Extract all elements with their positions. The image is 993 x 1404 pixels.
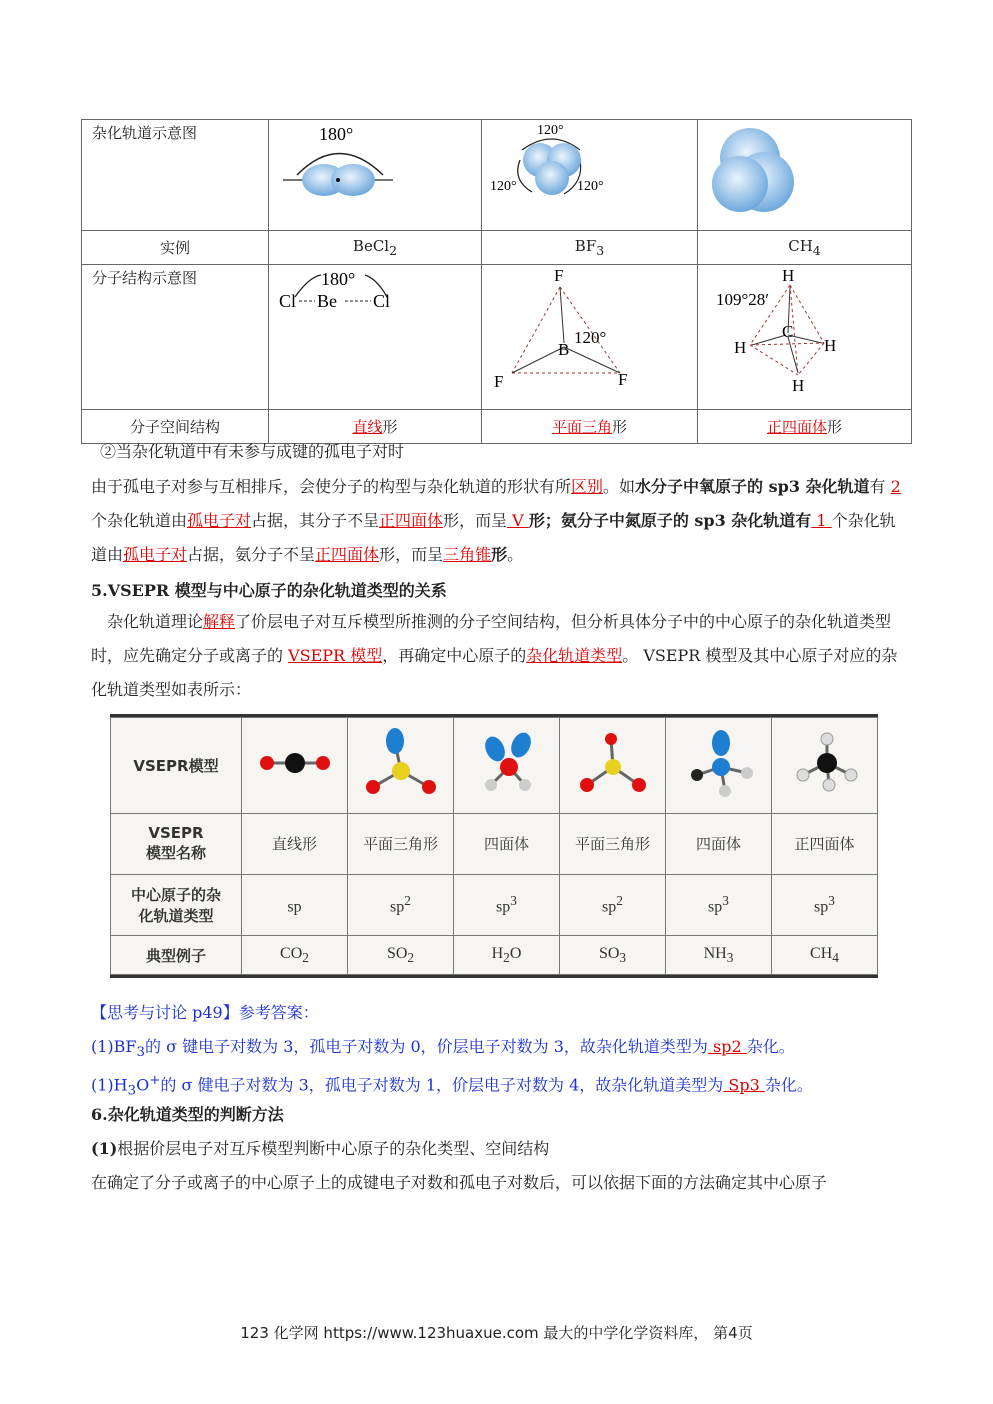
row-label-example: 实例 [82,231,269,265]
sp2-angle-left: 120° [490,179,517,194]
example-molecule: $SO_3$ [560,936,666,975]
vsepr-table [110,714,878,978]
row-label-structure: 分子结构示意图 [82,265,269,410]
vsepr-model-header: VSEPR模型 [111,718,242,814]
bf3-f-left: F [494,372,504,391]
section-6-heading: 6.杂化轨道类型的判断方法 [91,1105,284,1124]
ch4-h-right: H [824,336,837,355]
bf3-b: B [558,340,570,359]
vsepr-name: 四面体 [666,813,772,874]
model-trigonal-so3 [560,718,666,814]
example-molecule: $NH_3$ [666,936,772,975]
vsepr-name: 正四面体 [772,813,878,874]
discussion-line-1: $(1)BF_3$的 σ 键电子对数为 3，孤电子对数为 0，价层电子对数为 3，故杂化轨道类型为 sp2 杂化。 [91,1037,795,1061]
vsepr-name: 直线形 [242,813,348,874]
hybrid-type: sp [242,875,348,936]
shape-linear: 直线形 [269,410,482,444]
row-label-orbital: 杂化轨道示意图 [82,120,269,231]
shape-tetrahedral: 正四面体形 [698,410,912,444]
becl2-cl-right: Cl [373,291,391,311]
sp2-angle-right: 120° [577,179,604,194]
discussion-heading: 【思考与讨论 p49】参考答案： [91,1003,319,1022]
sp2-angle-top: 120° [537,123,564,138]
example-molecule: $CH_4$ [772,936,878,975]
ch4-h-left: H [734,338,747,357]
lone-pair-paragraph: 由于孤电子对参与互相排斥，会使分子的构型与杂化轨道的形状有所区别。如水分子中氧原子的 sp3 杂化轨道有 2 个杂化轨道由孤电子对占据，其分子不呈正四面体形，而呈 V 形；氨分子中氮原子的 sp3 杂化轨道有 1 个杂化轨道由孤电子对占据，氨分子不呈正四面体形，而呈三角锥形。 [91,477,901,564]
page-footer: 123 化学网 https://www.123huaxue.com 最大的中学化学资料库， 第4页 [240,1324,753,1342]
ch4-c: C [782,322,794,341]
model-linear-co2 [242,718,348,814]
hybrid-type: $sp^3$ [666,875,772,936]
hybrid-type: $sp^3$ [454,875,560,936]
sp-orbital-diagram [269,120,482,231]
vsepr-name: 平面三角形 [348,813,454,874]
becl2-cl-left: Cl [279,291,297,311]
example-header: 典型例子 [111,936,242,975]
becl2-structure [269,265,482,410]
becl2-angle: 180° [321,269,356,289]
example-becl2: BeCl$_2$ [269,231,482,265]
bf3-f-right: F [618,370,628,389]
hybrid-orbital-table [81,119,912,444]
hybrid-type: $sp^2$ [348,875,454,936]
bf3-f-top: F [554,266,564,285]
ch4-h-bottom: H [792,376,805,395]
discussion-line-2: $(1)H_3O^+$的 σ 健电子对数为 3，孤电子对数为 1，价层电子对数为 4，故杂化轨道美型为 Sp3 杂化。 [91,1073,813,1099]
example-molecule: $SO_2$ [348,936,454,975]
example-molecule: $CO_2$ [242,936,348,975]
hybrid-type-header: 中心原子的杂 化轨道类型 [111,875,242,936]
example-ch4: $CH_4$ [698,231,912,265]
lone-pair-heading: ②当杂化轨道中有未参与成键的孤电子对时 [100,442,405,461]
shape-trigonal-planar: 平面三角形 [482,410,698,444]
becl2-be: Be [317,291,337,311]
hybrid-type: $sp^2$ [560,875,666,936]
row-label-shape: 分子空间结构 [82,410,269,444]
section-6-body: 在确定了分子或离子的中心原子上的成键电子对数和孤电子对数后，可以依据下面的方法确定其中心原子 [91,1173,828,1192]
bf3-structure [482,265,698,410]
section-5-paragraph: 杂化轨道理论解释了价层电子对互斥模型所推测的分子空间结构，但分析具体分子中的中心原子的杂化轨道类型时，应先确定分子或离子的 VSEPR 模型，再确定中心原子的杂化轨道类型。 VSEPR 模型及其中心原子对应的杂化轨道类型如表所示： [91,612,898,699]
ch4-h-top: H [782,266,795,285]
bf3-angle: 120° [574,328,607,347]
example-molecule: $H_2O$ [454,936,560,975]
vsepr-name: 平面三角形 [560,813,666,874]
vsepr-name: 四面体 [454,813,560,874]
model-tetrahedral-ch4 [772,718,878,814]
sp3-orbital-diagram [698,120,912,231]
hybrid-type: $sp^3$ [772,875,878,936]
sp-angle-label: 180° [319,124,354,144]
model-tetrahedral-h2o [454,718,560,814]
model-trigonal-so2 [348,718,454,814]
section-6-subheading: (1)根据价层电子对互斥模型判断中心原子的杂化类型、空间结构 [91,1139,550,1158]
ch4-structure [698,265,912,410]
example-bf3: $BF_3$ [482,231,698,265]
sp2-orbital-diagram [482,120,698,231]
model-tetrahedral-nh3 [666,718,772,814]
ch4-angle: 109°28′ [716,290,770,309]
vsepr-name-header: VSEPR 模型名称 [111,813,242,874]
section-5-heading: 5.VSEPR 模型与中心原子的杂化轨道类型的关系 [91,581,447,600]
